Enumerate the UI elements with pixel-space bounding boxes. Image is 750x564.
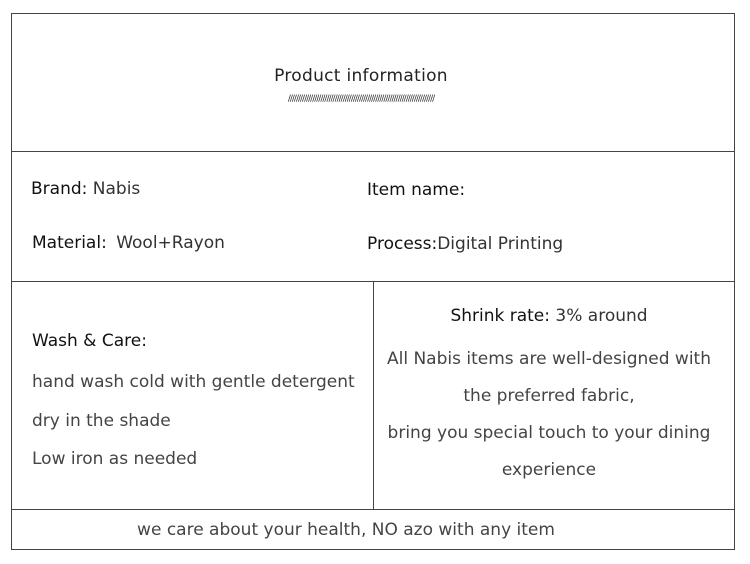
process-value: Digital Printing [437,234,564,254]
divider-footer [11,509,735,510]
brand-label: Brand: [31,179,88,199]
footer-note: we care about your health, NO azo with any item [137,520,555,540]
wash-care-line: Low iron as needed [32,449,198,469]
material-label: Material: [32,233,107,253]
page-title: Product information [274,66,448,86]
item-name-field [367,180,465,200]
title-decoration: //////////////////////////////////////////////////////////////////////// [287,94,435,104]
shrink-description-line: All Nabis items are well-designed with [386,349,711,369]
shrink-rate [374,306,724,326]
shrink-rate-value: 3% around [555,306,648,326]
item-name-label: Item name: [367,180,466,200]
process-field [367,234,563,254]
wash-care-title: Wash & Care: [32,331,147,351]
shrink-rate-label: Shrink rate: [450,306,550,326]
wash-care-line: hand wash cold with gentle detergent [32,372,355,392]
divider-header [11,151,735,152]
material-value: Wool+Rayon [116,233,225,253]
shrink-description-line: bring you special touch to your dining [387,423,711,443]
wash-care-line: dry in the shade [32,411,171,431]
material-field [32,233,225,253]
brand-field [31,179,140,199]
brand-value: Nabis [92,179,141,199]
shrink-description-line: the preferred fabric, [463,386,635,406]
shrink-description-line: experience [501,460,597,480]
process-label: Process: [367,234,438,254]
